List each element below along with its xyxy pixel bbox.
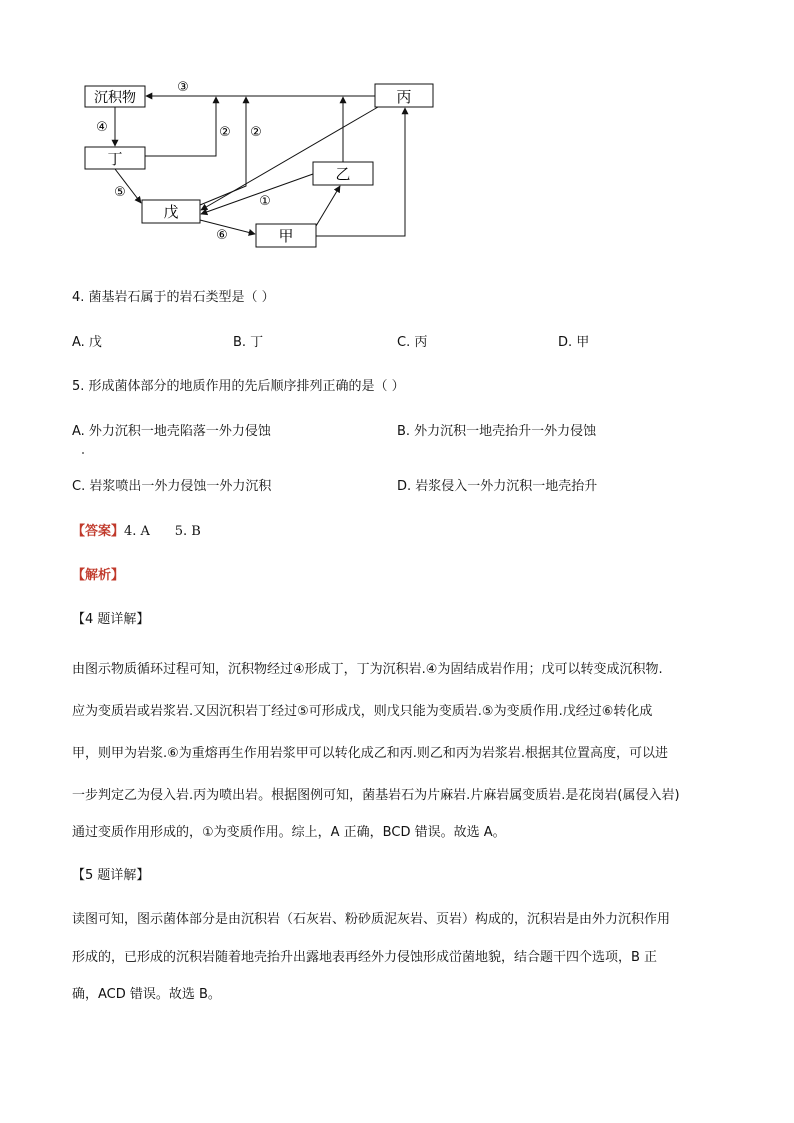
label-sediment: 沉积物 [94, 90, 136, 106]
process-5: ⑤ [114, 185, 126, 200]
stray-mark [82, 452, 84, 454]
q4-option-b: B. 丁 [233, 335, 264, 350]
detail4-label [72, 610, 149, 630]
arrow-ding-to-top [145, 97, 216, 156]
rock-cycle-diagram [0, 0, 794, 260]
analysis-label: 【解析】 [72, 568, 125, 583]
label-jia: 甲 [278, 227, 294, 245]
detail4-line-1: 由图示物质循环过程可知，沉积物经过④形成丁，丁为沉积岩.④为固结成岩作用；戊可以转变成沉积物. [72, 662, 663, 677]
q5-stem: 5. 形成菌体部分的地质作用的先后顺序排列正确的是（ ） [72, 379, 405, 394]
q4-stem: 4. 菌基岩石属于的岩石类型是（ ） [72, 290, 275, 305]
q5-option-d: D. 岩浆侵入一外力沉积一地壳抬升 [397, 479, 598, 494]
detail4-line-5: 通过变质作用形成的，①为变质作用。综上，A 正确，BCD 错误。故选 A。 [72, 825, 506, 840]
label-bing: 丙 [396, 88, 412, 106]
process-6: ⑥ [216, 228, 228, 243]
arrow-bing-to-wu [201, 107, 378, 210]
q4-option-c: C. 丙 [397, 335, 428, 350]
arrow-jia-to-yi [316, 186, 340, 226]
answer-text: 4. A 5. B [124, 524, 201, 539]
q4-option-a: A. 戊 [72, 335, 102, 350]
rock-cycle-svg [0, 0, 794, 260]
label-yi: 乙 [335, 165, 351, 183]
label-ding: 丁 [107, 150, 123, 168]
process-1: ① [259, 194, 271, 209]
detail4-line-4: 一步判定乙为侵入岩.丙为喷出岩。根据图例可知，菌基岩石为片麻岩.片麻岩属变质岩.是花岗岩(属侵入岩) [72, 788, 680, 803]
arrow-yi-to-wu [201, 174, 313, 214]
detail5-line-2: 形成的，已形成的沉积岩随着地壳抬升出露地表再经外力侵蚀形成峃菌地貌，结合题干四个选项，B 正 [72, 950, 658, 965]
detail4-line-2: 应为变质岩或岩浆岩.又因沉积岩丁经过⑤可形成戊，则戊只能为变质岩.⑤为变质作用.戊经过⑥转化成 [72, 704, 653, 719]
detail4-line-3: 甲，则甲为岩浆.⑥为重熔再生作用岩浆甲可以转化成乙和丙.则乙和丙为岩浆岩.根据其位置高度，可以进 [72, 746, 669, 761]
q4-option-d: D. 甲 [558, 335, 590, 350]
detail4-label-text: 【4 题详解】 [72, 612, 150, 627]
arrow-wu-to-top [200, 97, 246, 205]
q5-option-b: B. 外力沉积一地壳抬升一外力侵蚀 [397, 424, 597, 439]
label-wu: 戊 [163, 203, 179, 221]
answer-line [72, 522, 201, 542]
process-4: ④ [96, 120, 108, 135]
detail5-line-3: 确，ACD 错误。故选 B。 [72, 987, 221, 1002]
q5-option-c: C. 岩浆喷出一外力侵蚀一外力沉积 [72, 479, 272, 494]
q5-option-a: A. 外力沉积一地壳陷落一外力侵蚀 [72, 424, 271, 439]
process-2a: ② [219, 125, 231, 140]
detail5-line-1: 读图可知，图示菌体部分是由沉积岩（石灰岩、粉砂质泥灰岩、页岩）构成的，沉积岩是由外力沉积作用 [72, 912, 671, 927]
detail5-label: 【5 题详解】 [72, 868, 150, 883]
process-3: ③ [177, 80, 189, 95]
process-2b: ② [250, 125, 262, 140]
answer-label: 【答案】 [72, 524, 125, 539]
